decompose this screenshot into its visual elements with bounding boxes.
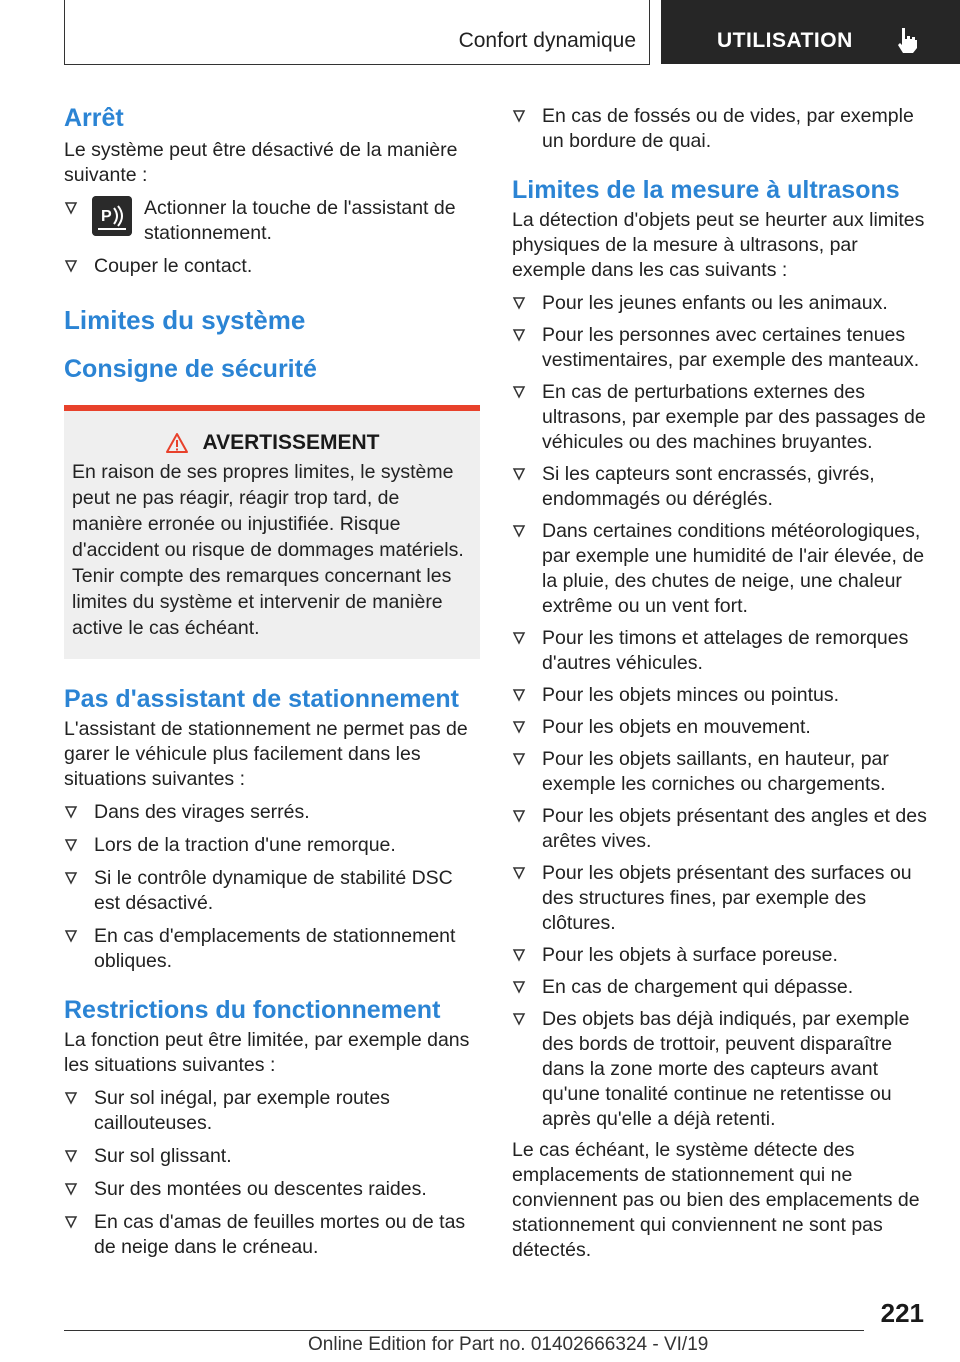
right-column (512, 100, 932, 1263)
footer-edition: Online Edition for Part no. 01402666324 - VI/19 (308, 1334, 709, 1355)
arret-item-0: Actionner la touche de l'assistant de stationnement. (144, 197, 456, 244)
restr-item-3: En cas d'amas de feuilles mortes ou de tas de neige dans le créneau. (94, 1211, 466, 1258)
bullet-triangle-icon (512, 524, 526, 538)
hand-pointer-icon (893, 26, 921, 54)
bullet-triangle-icon (64, 1215, 78, 1229)
restrictions-intro: La fonction peut être limitée, par exemple dans les situations suivantes : (64, 1029, 470, 1076)
bullet-triangle-icon (512, 109, 526, 123)
ultra-item-3: Si les capteurs sont encrassés, givrés, endommagés ou déréglés. (542, 463, 875, 510)
list-item (64, 924, 480, 974)
ultra-item-7: Pour les objets en mouvement. (542, 716, 811, 738)
list-item (512, 519, 932, 619)
list-item (512, 943, 932, 968)
list-item (64, 1144, 480, 1169)
bullet-triangle-icon (64, 201, 78, 215)
restrictions-heading: Restrictions du fonctionnement (64, 996, 441, 1024)
bullet-triangle-icon (512, 809, 526, 823)
ultra-item-12: En cas de chargement qui dépasse. (542, 976, 854, 998)
closing-paragraph: Le cas échéant, le système détecte des emplacements de stationnement qui ne conviennent pas ou bien des emplacements de stationnement qui conviennent ne sont pas détectés. (512, 1139, 920, 1261)
list-item (512, 626, 932, 676)
list-item (64, 1177, 480, 1202)
restr-item-2: Sur des montées ou descentes raides. (94, 1178, 427, 1200)
bullet-triangle-icon (64, 929, 78, 943)
consigne-heading: Consigne de sécurité (64, 355, 317, 383)
ultrasons-intro: La détection d'objets peut se heurter aux limites physiques de la mesure à ultrasons, par exemple dans les cas suivants : (512, 209, 925, 281)
ultrasons-list (512, 291, 932, 1132)
warning-box (64, 405, 480, 659)
bullet-triangle-icon (512, 980, 526, 994)
ultra-item-0: Pour les jeunes enfants ou les animaux. (542, 292, 888, 314)
list-item (512, 715, 932, 740)
warning-header (72, 431, 472, 455)
header-section-title: Confort dynamique (458, 29, 636, 52)
bullet-triangle-icon (64, 1149, 78, 1163)
warning-triangle-icon (165, 432, 189, 454)
bullet-triangle-icon (64, 838, 78, 852)
warning-title: AVERTISSEMENT (202, 431, 380, 454)
bullet-triangle-icon (512, 866, 526, 880)
page-number: 221 (880, 1298, 924, 1328)
list-item (64, 1210, 480, 1260)
arret-item-1: Couper le contact. (94, 255, 253, 277)
bullet-triangle-icon (512, 328, 526, 342)
ultra-item-6: Pour les objets minces ou pointus. (542, 684, 839, 706)
ultra-item-11: Pour les objets à surface poreuse. (542, 944, 838, 966)
header-chapter-label: UTILISATION (717, 29, 853, 52)
header-divider (649, 0, 650, 64)
footer-rule (64, 1330, 864, 1331)
limites-heading: Limites du système (64, 305, 306, 335)
ultra-item-2: En cas de perturbations externes des ultrasons, par exemple par des passages de véhicules ou des machines bruyantes. (542, 381, 926, 453)
ultra-item-8: Pour les objets saillants, en hauteur, par exemple les corniches ou chargements. (542, 748, 889, 795)
list-item (64, 800, 480, 825)
pas-item-2: Si le contrôle dynamique de stabilité DSC est désactivé. (94, 867, 453, 914)
arret-heading: Arrêt (64, 104, 124, 132)
bullet-triangle-icon (64, 805, 78, 819)
ultra-item-5: Pour les timons et attelages de remorques d'autres véhicules. (542, 627, 909, 674)
restr-item-0: Sur sol inégal, par exemple routes caillouteuses. (94, 1087, 390, 1134)
ultra-item-13: Des objets bas déjà indiqués, par exemple des bords de trottoir, peuvent disparaître dans la zone morte des capteurs avant qu'une tonalité continue ne retentisse ou après qu'elle a déjà retenti. (542, 1008, 910, 1130)
bullet-triangle-icon (512, 752, 526, 766)
bullet-triangle-icon (512, 688, 526, 702)
svg-text:P: P (101, 208, 112, 225)
restr-item-1: Sur sol glissant. (94, 1145, 232, 1167)
bullet-triangle-icon (64, 259, 78, 273)
pas-assistant-list (64, 800, 480, 974)
list-item (512, 804, 932, 854)
ultrasons-heading: Limites de la mesure à ultrasons (512, 176, 900, 204)
top-item-0: En cas de fossés ou de vides, par exemple un bordure de quai. (542, 105, 914, 152)
header-chapter-tab (661, 0, 960, 64)
arret-list (64, 196, 480, 279)
ultra-item-4: Dans certaines conditions météorologiques, par exemple une humidité de l'air élevée, de la pluie, des chutes de neige, une chaleur extrême ou un vent fort. (542, 520, 925, 617)
bullet-triangle-icon (512, 296, 526, 310)
list-item (512, 462, 932, 512)
list-item (512, 975, 932, 1000)
bullet-triangle-icon (512, 385, 526, 399)
list-item (512, 291, 932, 316)
pas-item-1: Lors de la traction d'une remorque. (94, 834, 396, 856)
bullet-triangle-icon (512, 948, 526, 962)
ultra-item-10: Pour les objets présentant des surfaces ou des structures fines, par exemple des clôtures. (542, 862, 912, 934)
list-item (512, 104, 932, 154)
list-item (512, 323, 932, 373)
bullet-triangle-icon (64, 871, 78, 885)
bullet-triangle-icon (512, 631, 526, 645)
bullet-triangle-icon (512, 1012, 526, 1026)
left-column (64, 100, 480, 1260)
header-left-rule (64, 0, 65, 64)
arret-intro: Le système peut être désactivé de la manière suivante : (64, 139, 458, 186)
bullet-triangle-icon (64, 1182, 78, 1196)
list-item (512, 683, 932, 708)
list-item (512, 747, 932, 797)
pas-item-0: Dans des virages serrés. (94, 801, 310, 823)
restrictions-list (64, 1086, 480, 1260)
list-item (64, 196, 480, 246)
list-item (64, 866, 480, 916)
top-continued-list (512, 104, 932, 154)
list-item (64, 254, 480, 279)
pas-item-3: En cas d'emplacements de stationnement obliques. (94, 925, 456, 972)
bullet-triangle-icon (512, 720, 526, 734)
ultra-item-9: Pour les objets présentant des angles et des arêtes vives. (542, 805, 927, 852)
pas-assistant-intro: L'assistant de stationnement ne permet pas de garer le véhicule plus facilement dans les situations suivantes : (64, 718, 468, 790)
list-item (512, 380, 932, 455)
pas-assistant-heading: Pas d'assistant de stationnement (64, 685, 459, 713)
warning-text: En raison de ses propres limites, le système peut ne pas réagir, réagir trop tard, de manière erronée ou injustifiée. Risque d'accident ou risque de dommages matériels. Tenir compte des remarques concernant les limites du système et intervenir de manière active le cas échéant. (72, 461, 464, 639)
bullet-triangle-icon (512, 467, 526, 481)
list-item (512, 861, 932, 936)
list-item (64, 833, 480, 858)
parking-assistant-button-icon (92, 196, 132, 236)
header-bottom-rule (64, 64, 650, 65)
list-item (512, 1007, 932, 1132)
list-item (64, 1086, 480, 1136)
ultra-item-1: Pour les personnes avec certaines tenues vestimentaires, par exemple des manteaux. (542, 324, 920, 371)
bullet-triangle-icon (64, 1091, 78, 1105)
